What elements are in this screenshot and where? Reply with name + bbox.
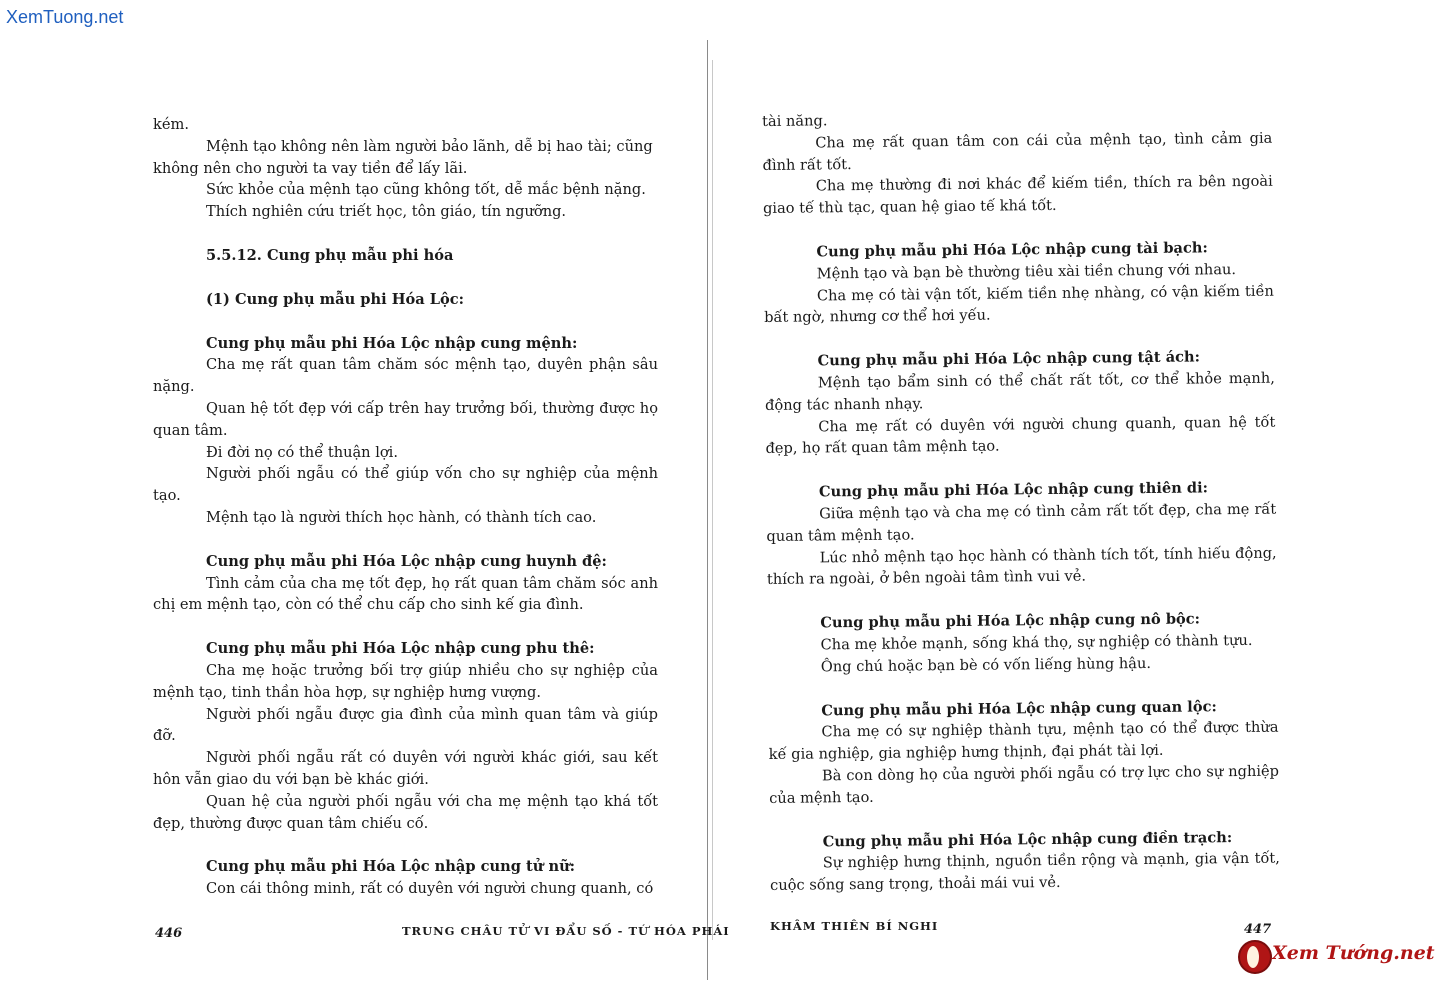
- block-heading: Cung phụ mẫu phi Hóa Lộc nhập cung huynh đệ:: [206, 552, 607, 570]
- paragraph: Mệnh tạo bẩm sinh có thể chất rất tốt, cơ thể khỏe mạnh, động tác nhanh nhạy.: [764, 369, 1275, 414]
- paragraph: Ông chú hoặc bạn bè có vốn liếng hùng hậu.: [820, 654, 1152, 676]
- site-watermark[interactable]: XemTuong.net: [6, 7, 124, 27]
- block-heading: Cung phụ mẫu phi Hóa Lộc nhập cung mệnh:: [206, 334, 578, 352]
- paragraph: Tình cảm của cha mẹ tốt đẹp, họ rất quan tâm chăm sóc anh chị em mệnh tạo, còn có thể chu cấp cho sinh kế gia đình.: [153, 574, 658, 614]
- page-number-right: 447: [1244, 922, 1272, 937]
- paragraph: Mệnh tạo là người thích học hành, có thành tích cao.: [206, 508, 597, 526]
- block-heading: Cung phụ mẫu phi Hóa Lộc nhập cung tử nữ:: [206, 858, 576, 876]
- yin-yang-icon: [1238, 940, 1272, 974]
- text-line: kém.: [153, 116, 189, 133]
- page-number-left: 446: [155, 926, 183, 941]
- block-heading: Cung phụ mẫu phi Hóa Lộc nhập cung nô bộc:: [820, 610, 1201, 632]
- paragraph: Lúc nhỏ mệnh tạo học hành có thành tích tốt, tính hiếu động, thích ra ngoài, ở bên ngoài tâm tình vui vẻ.: [766, 544, 1277, 589]
- paragraph: Cha mẹ khỏe mạnh, sống khá thọ, sự nghiệp có thành tựu.: [820, 631, 1253, 654]
- paragraph: Cha mẹ thường đi nơi khác để kiếm tiền, thích ra bên ngoài giao tế thù tạc, quan hệ giao tế khá tốt.: [762, 173, 1273, 218]
- block-heading: Cung phụ mẫu phi Hóa Lộc nhập cung tật ách:: [817, 348, 1201, 370]
- section-title: 5.5.12. Cung phụ mẫu phi hóa: [206, 246, 454, 264]
- block-heading: Cung phụ mẫu phi Hóa Lộc nhập cung điền trạch:: [822, 828, 1233, 850]
- paragraph: Sự nghiệp hưng thịnh, nguồn tiền rộng và mạnh, gia vận tốt, cuộc sống sang trọng, thoải mái vui vẻ.: [770, 849, 1280, 895]
- paragraph: Con cái thông minh, rất có duyên với người chung quanh, có: [206, 880, 654, 898]
- paragraph: Giữa mệnh tạo và cha mẹ có tình cảm rất tốt đẹp, cha mẹ rất quan tâm mệnh tạo.: [766, 500, 1277, 545]
- left-page: [153, 114, 658, 900]
- site-logo[interactable]: [1236, 938, 1435, 978]
- paragraph: Mệnh tạo không nên làm người bảo lãnh, dễ bị hao tài; cũng không nên cho người ta vay tiền để lấy lãi.: [153, 137, 653, 177]
- paragraph: Cha mẹ rất quan tâm con cái của mệnh tạo, tình cảm gia đình rất tốt.: [762, 129, 1273, 174]
- paragraph: Cha mẹ rất có duyên với người chung quanh, quan hệ tốt đẹp, họ rất quan tâm mệnh tạo.: [765, 413, 1276, 458]
- block-heading: Cung phụ mẫu phi Hóa Lộc nhập cung phu thê:: [206, 640, 595, 658]
- book-gutter-shadow: [712, 60, 713, 940]
- right-page: [762, 106, 1280, 897]
- paragraph: Đi đời nọ có thể thuận lợi.: [206, 443, 398, 461]
- paragraph: Quan hệ của người phối ngẫu với cha mẹ mệnh tạo khá tốt đẹp, thường được quan tâm chiếu cố.: [153, 792, 658, 832]
- paragraph: Mệnh tạo và bạn bè thường tiêu xài tiền chung với nhau.: [816, 260, 1237, 283]
- paragraph: Bà con dòng họ của người phối ngẫu có trợ lực cho sự nghiệp của mệnh tạo.: [769, 762, 1280, 807]
- paragraph: Quan hệ tốt đẹp với cấp trên hay trưởng bối, thường được họ quan tâm.: [153, 399, 658, 439]
- text-line: tài năng.: [762, 112, 828, 130]
- paragraph: Người phối ngẫu có thể giúp vốn cho sự nghiệp của mệnh tạo.: [153, 465, 658, 505]
- block-heading: Cung phụ mẫu phi Hóa Lộc nhập cung quan lộc:: [821, 697, 1217, 719]
- running-footer-right: KHÂM THIÊN BÍ NGHI: [770, 919, 939, 933]
- logo-text: Xem Tướng.net: [1272, 942, 1435, 964]
- paragraph: Người phối ngẫu được gia đình của mình quan tâm và giúp đỡ.: [153, 705, 658, 745]
- paragraph: Cha mẹ có sự nghiệp thành tựu, mệnh tạo có thể được thừa kế gia nghiệp, gia nghiệp hưng thịnh, đại phát tài lợi.: [768, 718, 1279, 764]
- subsection-title: (1) Cung phụ mẫu phi Hóa Lộc:: [206, 290, 465, 308]
- block-heading: Cung phụ mẫu phi Hóa Lộc nhập cung thiên di:: [818, 479, 1209, 501]
- paragraph: Thích nghiên cứu triết học, tôn giáo, tín ngưỡng.: [206, 203, 567, 221]
- paragraph: Sức khỏe của mệnh tạo cũng không tốt, dễ mắc bệnh nặng.: [206, 181, 646, 199]
- running-footer-left: TRUNG CHÂU TỬ VI ĐẨU SỐ - TỨ HÓA PHÁI: [402, 924, 730, 938]
- paragraph: Người phối ngẫu rất có duyên với người khác giới, sau kết hôn vẫn giao du với bạn bè khác giới.: [153, 749, 658, 788]
- paragraph: Cha mẹ có tài vận tốt, kiếm tiền nhẹ nhàng, có vận kiếm tiền bất ngờ, nhưng cơ thể hơi yếu.: [764, 282, 1274, 327]
- book-gutter-line: [707, 40, 708, 980]
- paragraph: Cha mẹ rất quan tâm chăm sóc mệnh tạo, duyên phận sâu nặng.: [153, 356, 658, 396]
- paragraph: Cha mẹ hoặc trưởng bối trợ giúp nhiều cho sự nghiệp của mệnh tạo, tinh thần hòa hợp, sự nghiệp hưng vượng.: [153, 661, 658, 701]
- block-heading: Cung phụ mẫu phi Hóa Lộc nhập cung tài bạch:: [816, 239, 1208, 261]
